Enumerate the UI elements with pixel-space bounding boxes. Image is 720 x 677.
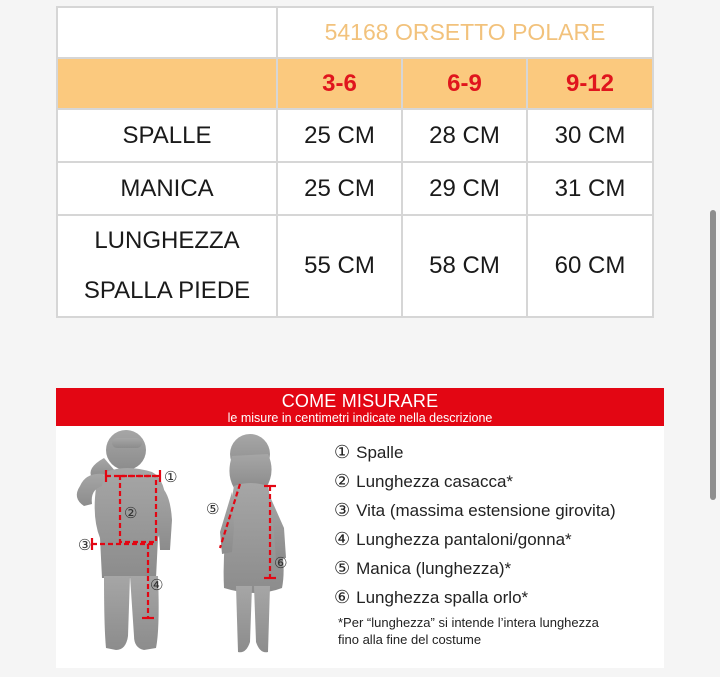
- marker-3: ③: [78, 536, 92, 554]
- guide-subtitle: le misure in centimetri indicate nella descrizione: [227, 411, 493, 425]
- legend-item: [334, 438, 664, 467]
- row-label-line: SPALLA PIEDE: [83, 277, 251, 304]
- legend-label: Lunghezza pantaloni/gonna*: [356, 530, 572, 549]
- empty-corner-cell: [57, 7, 277, 58]
- measurement-figures: [56, 428, 316, 668]
- measuring-guide: [56, 388, 664, 668]
- legend-number: ⑥: [334, 587, 351, 608]
- row-label: MANICA: [57, 162, 277, 215]
- cell-value: 29 CM: [402, 162, 527, 215]
- size-header-row: [57, 58, 653, 109]
- row-label: SPALLE: [57, 109, 277, 162]
- row-label-line: LUNGHEZZA: [94, 227, 240, 254]
- legend-number: ③: [334, 500, 351, 521]
- footnote-line: *Per “lunghezza” si intende l’intera lunghezza: [338, 615, 599, 630]
- legend-number: ④: [334, 529, 351, 550]
- legend-number: ②: [334, 471, 351, 492]
- marker-2: ②: [124, 504, 138, 522]
- product-title: 54168 ORSETTO POLARE: [277, 7, 653, 58]
- size-chart-table: [56, 6, 654, 318]
- cell-value: 30 CM: [527, 109, 653, 162]
- marker-5: ⑤: [206, 500, 220, 518]
- legend-item: [334, 525, 664, 554]
- cell-value: 28 CM: [402, 109, 527, 162]
- legend-label: Lunghezza spalla orlo*: [356, 588, 529, 607]
- size-header: 3-6: [277, 58, 402, 109]
- length-footnote: [338, 614, 658, 648]
- legend-label: Spalle: [356, 443, 404, 462]
- legend-item: [334, 496, 664, 525]
- legend-number: ①: [334, 442, 351, 463]
- marker-1: ①: [164, 468, 178, 486]
- measurement-legend: [334, 438, 664, 612]
- guide-title: COME MISURARE: [281, 391, 439, 411]
- table-row: [57, 215, 653, 317]
- table-title-row: [57, 7, 653, 58]
- legend-label: Vita (massima estensione girovita): [356, 501, 616, 520]
- table-row: [57, 162, 653, 215]
- cell-value: 60 CM: [527, 215, 653, 317]
- legend-item: [334, 467, 664, 496]
- empty-header-cell: [57, 58, 277, 109]
- size-header: 9-12: [527, 58, 653, 109]
- legend-item: [334, 554, 664, 583]
- legend-label: Lunghezza casacca*: [356, 472, 514, 491]
- legend-number: ⑤: [334, 558, 351, 579]
- size-header: 6-9: [402, 58, 527, 109]
- cell-value: 58 CM: [402, 215, 527, 317]
- scrollbar[interactable]: [710, 210, 716, 500]
- cell-value: 31 CM: [527, 162, 653, 215]
- table-row: [57, 109, 653, 162]
- marker-6: ⑥: [274, 554, 288, 572]
- legend-item: [334, 583, 664, 612]
- cell-value: 25 CM: [277, 109, 402, 162]
- cell-value: 55 CM: [277, 215, 402, 317]
- footnote-line: fino alla fine del costume: [338, 632, 482, 647]
- legend-label: Manica (lunghezza)*: [356, 559, 512, 578]
- row-label: [57, 215, 277, 317]
- cell-value: 25 CM: [277, 162, 402, 215]
- marker-4: ④: [150, 576, 164, 594]
- guide-banner: [56, 388, 664, 426]
- girl-silhouette-icon: [220, 434, 286, 652]
